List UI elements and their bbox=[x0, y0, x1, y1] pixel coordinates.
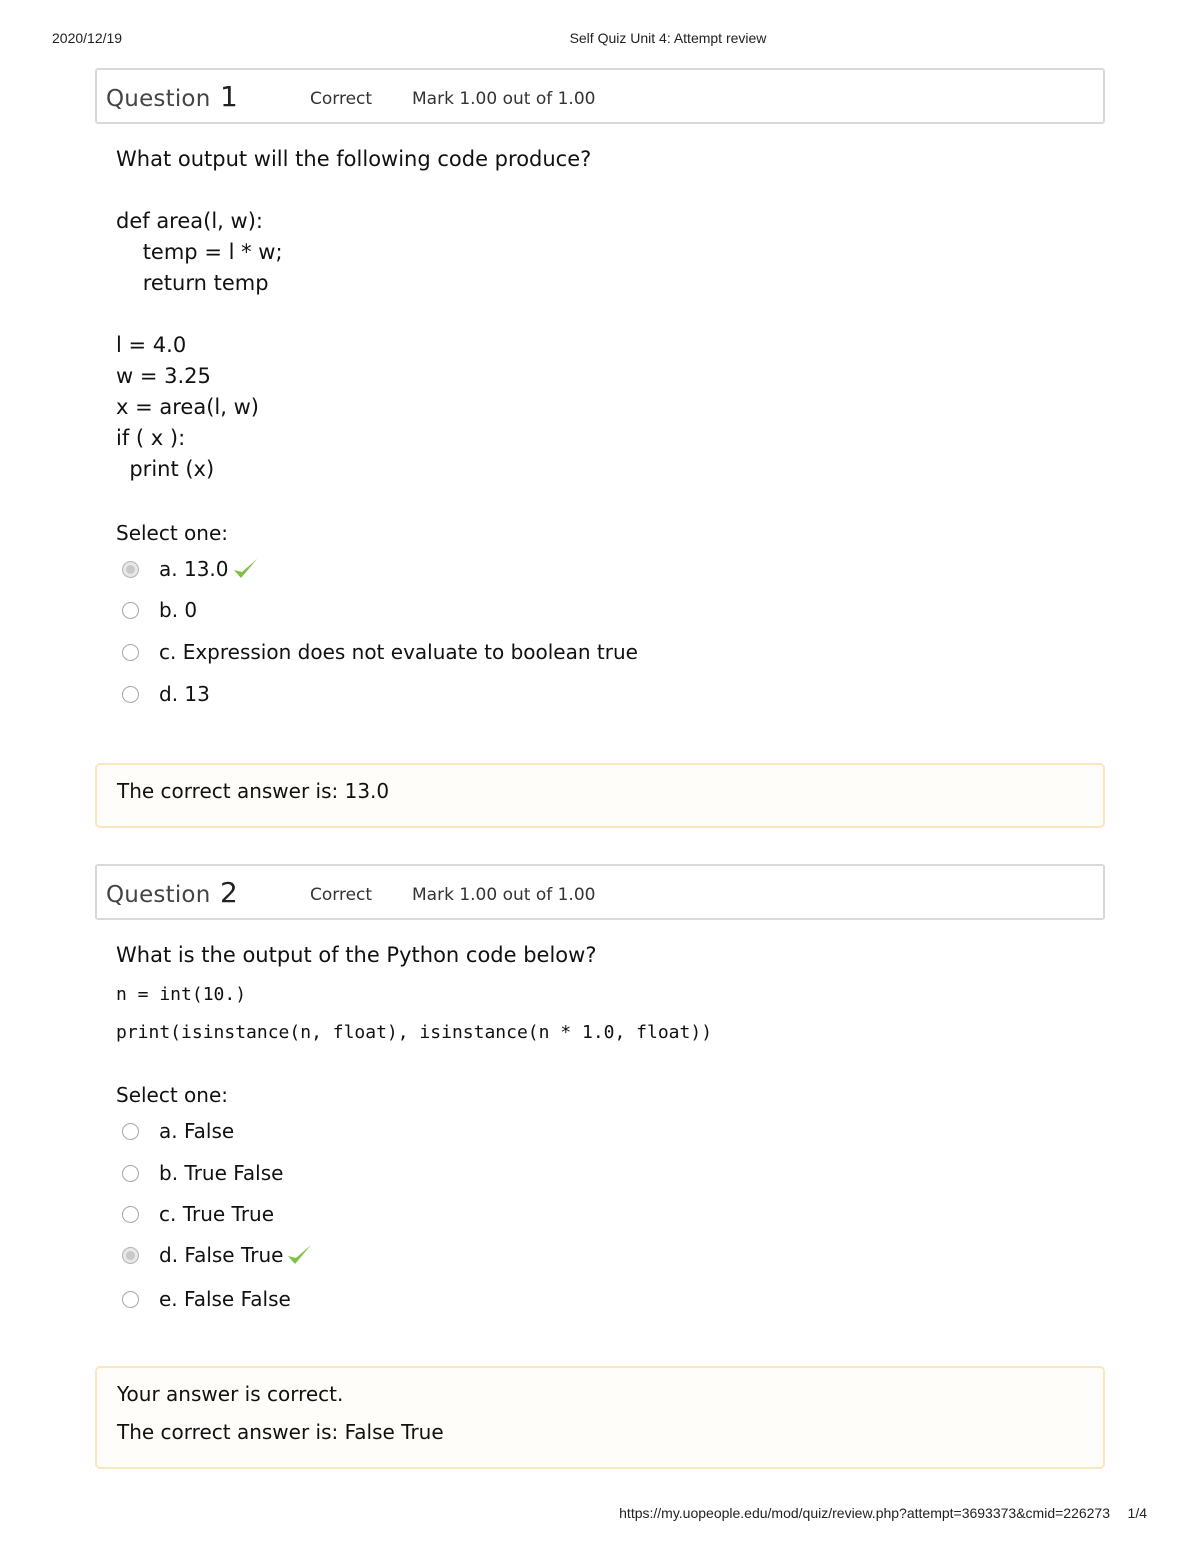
radio-button[interactable] bbox=[122, 602, 139, 619]
question-2-feedback bbox=[95, 1366, 1105, 1469]
code-line: return temp bbox=[116, 271, 269, 295]
correct-answer-text: The correct answer is: False True bbox=[117, 1420, 444, 1444]
answer-option-2c[interactable] bbox=[122, 1200, 274, 1228]
answer-option-1c[interactable] bbox=[122, 638, 638, 666]
code-line: print(isinstance(n, float), isinstance(n * 1.0, float)) bbox=[116, 1022, 713, 1043]
answer-label: a. False bbox=[159, 1119, 235, 1143]
answer-option-2a[interactable] bbox=[122, 1117, 234, 1145]
answer-label: e. False False bbox=[159, 1287, 291, 1311]
question-1-grade: Mark 1.00 out of 1.00 bbox=[412, 89, 596, 109]
radio-button[interactable] bbox=[122, 561, 139, 578]
question-1-text: What output will the following code produce? bbox=[116, 147, 592, 171]
radio-button[interactable] bbox=[122, 1123, 139, 1140]
correct-check-icon bbox=[285, 1242, 313, 1268]
print-title: Self Quiz Unit 4: Attempt review bbox=[569, 30, 767, 46]
answer-label: c. Expression does not evaluate to boolean true bbox=[159, 640, 638, 664]
radio-button[interactable] bbox=[122, 644, 139, 661]
code-line: temp = l * w; bbox=[116, 240, 283, 264]
answer-label: a. 13.0 bbox=[159, 557, 229, 581]
answer-option-2e[interactable] bbox=[122, 1285, 291, 1313]
question-1-state: Correct bbox=[310, 89, 373, 109]
print-page-number: 1/4 bbox=[1127, 1505, 1147, 1521]
question-2-grade: Mark 1.00 out of 1.00 bbox=[412, 885, 596, 905]
question-1-prompt: Select one: bbox=[116, 521, 229, 545]
question-2-info bbox=[95, 864, 1105, 920]
answer-option-2b[interactable] bbox=[122, 1159, 283, 1187]
correct-answer-text: The correct answer is: 13.0 bbox=[117, 779, 390, 803]
code-line: x = area(l, w) bbox=[116, 395, 259, 419]
question-2-text: What is the output of the Python code below? bbox=[116, 943, 597, 967]
answer-label: b. 0 bbox=[159, 598, 198, 622]
question-2-number: 2 bbox=[220, 876, 239, 909]
correct-check-icon bbox=[231, 556, 259, 582]
radio-button[interactable] bbox=[122, 1165, 139, 1182]
answer-option-2d[interactable] bbox=[122, 1241, 313, 1269]
print-date: 2020/12/19 bbox=[52, 30, 123, 46]
answer-option-1a[interactable] bbox=[122, 555, 259, 583]
code-line: w = 3.25 bbox=[116, 364, 211, 388]
answer-option-1b[interactable] bbox=[122, 596, 197, 624]
answer-option-1d[interactable] bbox=[122, 680, 210, 708]
code-line: def area(l, w): bbox=[116, 209, 263, 233]
radio-button[interactable] bbox=[122, 1291, 139, 1308]
code-line: n = int(10.) bbox=[116, 984, 247, 1005]
question-2-prompt: Select one: bbox=[116, 1083, 229, 1107]
feedback-message: Your answer is correct. bbox=[117, 1382, 344, 1406]
question-1-number: 1 bbox=[220, 80, 239, 113]
print-url: https://my.uopeople.edu/mod/quiz/review.php?attempt=3693373&cmid=226273 bbox=[619, 1505, 1110, 1521]
question-2-label: Question 2 bbox=[106, 876, 239, 909]
code-line: print (x) bbox=[116, 457, 215, 481]
code-line: if ( x ): bbox=[116, 426, 186, 450]
answer-label: d. 13 bbox=[159, 682, 210, 706]
radio-button[interactable] bbox=[122, 1206, 139, 1223]
radio-button[interactable] bbox=[122, 686, 139, 703]
print-header bbox=[0, 30, 1200, 50]
answer-label: c. True True bbox=[159, 1202, 275, 1226]
question-1-label: Question 1 bbox=[106, 80, 239, 113]
question-1-feedback bbox=[95, 763, 1105, 828]
code-line: l = 4.0 bbox=[116, 333, 187, 357]
answer-label: b. True False bbox=[159, 1161, 284, 1185]
radio-button[interactable] bbox=[122, 1247, 139, 1264]
question-2-state: Correct bbox=[310, 885, 373, 905]
question-1-info bbox=[95, 68, 1105, 124]
answer-label: d. False True bbox=[159, 1243, 284, 1267]
